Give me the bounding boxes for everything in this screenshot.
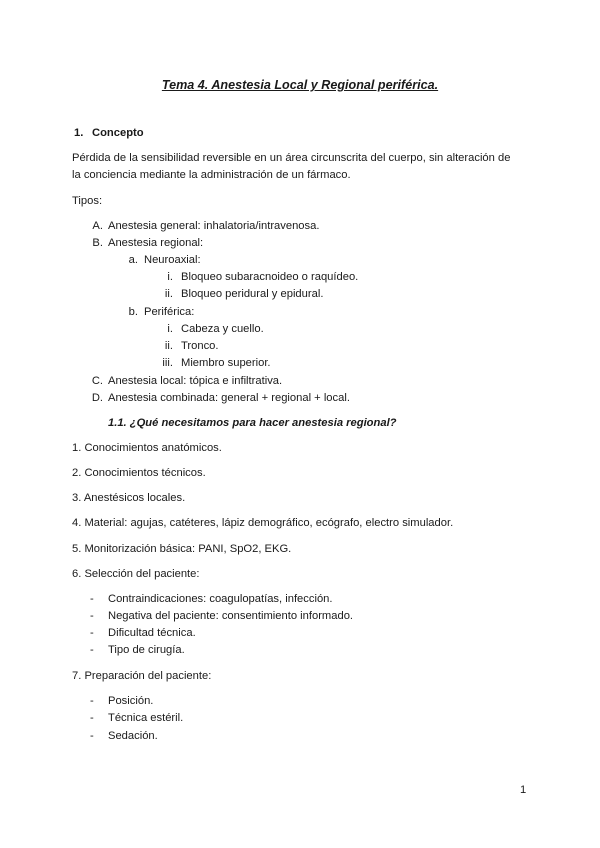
list-item: Bloqueo subaracnoideo o raquídeo. [181, 271, 359, 283]
list-item: Bloqueo peridural y epidural. [181, 288, 324, 300]
list-marker: C. [91, 375, 103, 387]
list-item: Neuroaxial: [144, 254, 201, 266]
dash-bullet: - [90, 593, 94, 605]
section-number: 1. [74, 127, 84, 139]
list-marker: A. [92, 220, 103, 232]
list-item: Miembro superior. [181, 357, 271, 369]
numbered-item: 6. Selección del paciente: [72, 568, 200, 580]
bullet-item: Técnica estéril. [108, 712, 184, 724]
list-item: Anestesia local: tópica e infiltrativa. [108, 375, 283, 387]
bullet-item: Tipo de cirugía. [108, 644, 185, 656]
list-marker: ii. [164, 340, 173, 352]
numbered-item: 5. Monitorización básica: PANI, SpO2, EKG. [72, 543, 292, 555]
list-item: Periférica: [144, 306, 195, 318]
bullet-item: Negativa del paciente: consentimiento informado. [108, 610, 354, 622]
list-item: Anestesia general: inhalatoria/intravenosa. [108, 220, 320, 232]
list-marker: iii. [162, 357, 173, 369]
page-number: 1 [520, 784, 527, 796]
dash-bullet: - [90, 730, 94, 742]
list-marker: i. [167, 271, 173, 283]
bullet-item: Contraindicaciones: coagulopatías, infección. [108, 593, 333, 605]
list-marker: ii. [164, 288, 173, 300]
list-item: Anestesia regional: [108, 237, 204, 249]
list-marker: B. [92, 237, 103, 249]
list-marker: b. [128, 306, 138, 318]
page-title: Tema 4. Anestesia Local y Regional periférica. [161, 78, 439, 92]
list-item: Tronco. [181, 340, 219, 352]
numbered-item: 3. Anestésicos locales. [72, 492, 186, 504]
list-marker: i. [167, 323, 173, 335]
dash-bullet: - [90, 712, 94, 724]
tipos-label: Tipos: [72, 195, 103, 207]
subsection-heading: 1.1. ¿Qué necesitamos para hacer anestesia regional? [108, 417, 397, 429]
list-item: Cabeza y cuello. [181, 323, 264, 335]
numbered-item: 2. Conocimientos técnicos. [72, 467, 206, 479]
dash-bullet: - [90, 644, 94, 656]
bullet-item: Posición. [108, 695, 154, 707]
bullet-item: Dificultad técnica. [108, 627, 196, 639]
list-marker: a. [128, 254, 138, 266]
numbered-item: 1. Conocimientos anatómicos. [72, 442, 222, 454]
numbered-item: 4. Material: agujas, catéteres, lápiz demográfico, ecógrafo, electro simulador. [72, 517, 454, 529]
section-heading: Concepto [92, 127, 144, 139]
dash-bullet: - [90, 695, 94, 707]
definition-line-1: Pérdida de la sensibilidad reversible en un área circunscrita del cuerpo, sin alteración de [72, 152, 511, 164]
list-marker: D. [91, 392, 103, 404]
dash-bullet: - [90, 627, 94, 639]
definition-line-2: la conciencia mediante la administración de un fármaco. [72, 169, 351, 181]
bullet-item: Sedación. [108, 730, 158, 742]
list-item: Anestesia combinada: general + regional + local. [108, 392, 350, 404]
dash-bullet: - [90, 610, 94, 622]
numbered-item: 7. Preparación del paciente: [72, 670, 212, 682]
